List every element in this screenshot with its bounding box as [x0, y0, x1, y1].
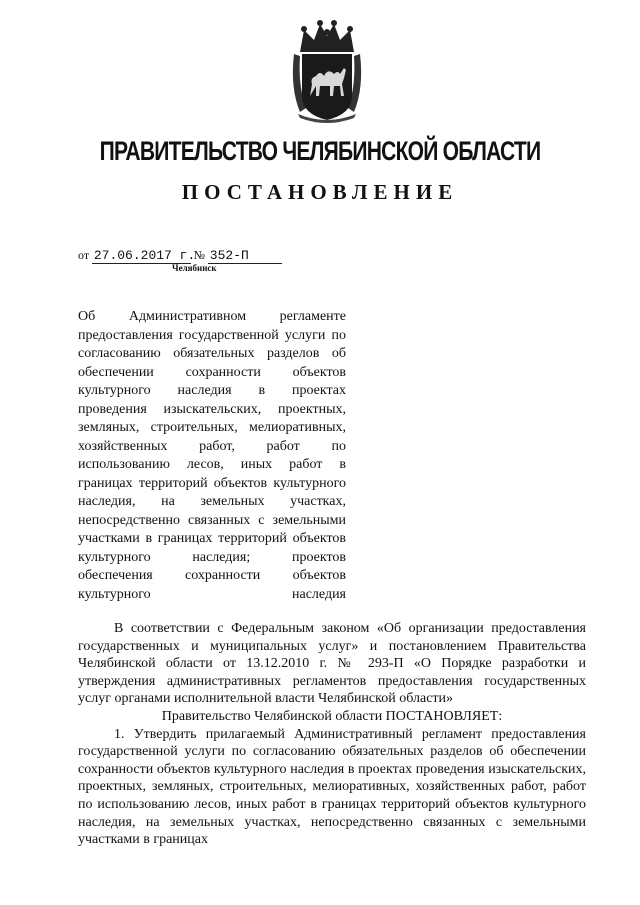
chelyabinsk-coat-of-arms-icon — [290, 18, 364, 124]
document-type: ПОСТАНОВЛЕНИЕ — [181, 180, 459, 204]
date-prefix: от — [78, 248, 90, 262]
government-title: ПРАВИТЕЛЬСТВО ЧЕЛЯБИНСКОЙ ОБЛАСТИ — [99, 136, 541, 166]
number-prefix: № — [193, 248, 206, 262]
document-subject: Об Административном регламенте предоставления государственной услуги по согласованию обязательных разделов об обеспечении сохранности объектов культурного наследия в проектах проведения изыскательских, проектных, земляных, строительных, мелиоративных, хозяйственных работ, работ по использованию лесов, иных работ в границах территорий объектов культурного наследия, на земельных участках, непосредственно связанных с земельными участками в границах территорий объектов культурного наследия; проектов обеспечения сохранности объектов культурного наследия — [78, 309, 346, 602]
preamble-paragraph: В соответствии с Федеральным законом «Об организации предоставления государственных и муниципальных услуг» и постановлением Правительства Челябинской области от 13.12.2010 г. № 293-П «О Порядке разработки и утверждения административных регламентов предоставления государственных услуг органами исполнительной власти Челябинской области» — [78, 621, 586, 707]
resolves-paragraph: Правительство Челябинской области ПОСТАНОВЛЯЕТ: — [161, 708, 503, 724]
document-number: 352-П — [208, 248, 282, 264]
document-meta — [78, 248, 282, 264]
document-date: 27.06.2017 г. — [93, 248, 196, 263]
item-1-paragraph: 1. Утвердить прилагаемый Административный регламент предоставления государственной услуги по согласованию обязательных разделов об обеспечении сохранности объектов культурного наследия в проектах проведения изыскательских, проектных, земляных, строительных, мелиоративных, хозяйственных работ, работ по использованию лесов, иных работ в границах территорий объектов культурного наследия, на земельных участках, непосредственно связанных с земельными участками в границах — [78, 726, 586, 848]
city-label: Челябинск — [172, 263, 217, 273]
document-body — [78, 620, 586, 849]
